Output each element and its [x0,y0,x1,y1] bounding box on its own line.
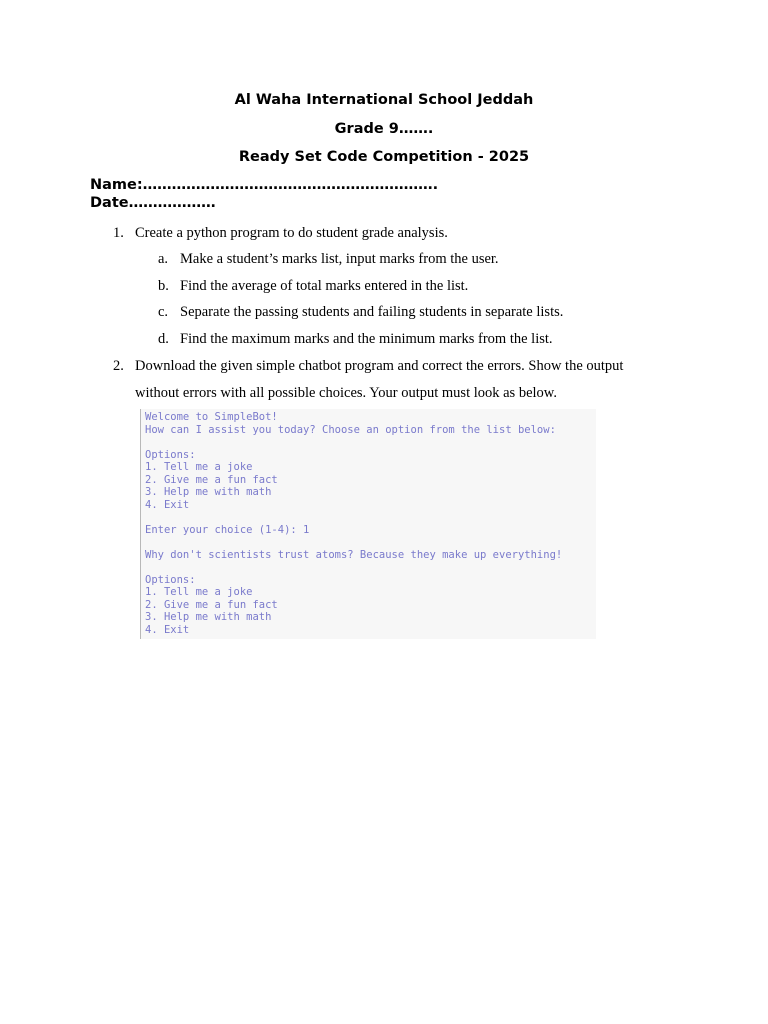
output-line: 2. Give me a fun fact [145,473,278,486]
output-line: Options: [145,448,196,461]
sub-item-text: Separate the passing students and failing students in separate lists. [180,304,564,320]
question-text: Create a python program to do student grade analysis. [135,225,448,241]
output-line: Welcome to SimpleBot! [145,411,278,423]
output-line: Enter your choice (1-4): 1 [145,523,310,536]
question-number: 2. [113,358,124,374]
output-line: 1. Tell me a joke [145,586,253,598]
output-line: Why don't scientists trust atoms? Because they make up everything! [145,548,563,561]
name-field: Name:……………………………………………………. [90,177,439,193]
sub-item-marker: b. [158,278,169,294]
sample-output-screenshot [140,409,596,639]
output-line: How can I assist you today? Choose an option from the list below: [145,423,556,436]
sub-item-marker: a. [158,251,169,267]
output-line: 3. Help me with math [145,486,272,498]
question-text-line-2: without errors with all possible choices. Your output must look as below. [135,385,557,401]
output-line: 3. Help me with math [145,611,272,623]
question-text-line-1: Download the given simple chatbot program and correct the errors. Show the output [135,358,624,374]
competition-title: Ready Set Code Competition - 2025 [238,149,530,165]
sub-item-text: Find the maximum marks and the minimum marks from the list. [180,331,553,347]
sub-item-marker: c. [158,304,169,320]
grade-line: Grade 9……. [334,121,434,137]
output-line: 1. Tell me a joke [145,461,253,473]
output-line: 2. Give me a fun fact [145,598,278,611]
sub-item-text: Make a student’s marks list, input marks from the user. [180,251,499,267]
output-line: 4. Exit [145,498,190,511]
output-line: 4. Exit [145,623,190,636]
school-name: Al Waha International School Jeddah [234,92,534,108]
question-number: 1. [113,225,124,241]
sub-item-text: Find the average of total marks entered in the list. [180,278,469,294]
output-line: Options: [145,573,196,586]
date-field: Date……………… [90,195,216,211]
sub-item-marker: d. [158,331,169,347]
